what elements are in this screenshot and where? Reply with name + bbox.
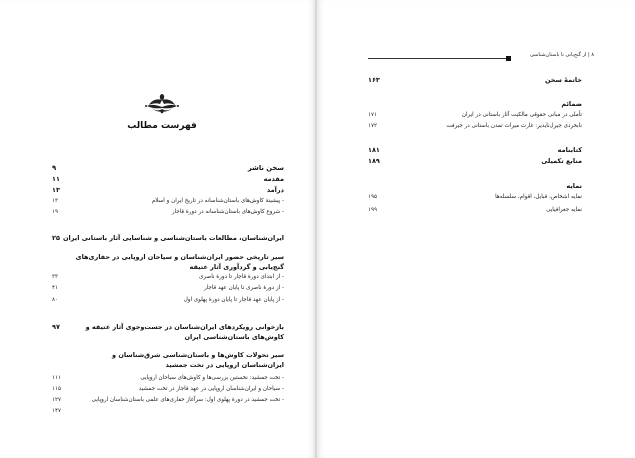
toc-entry: - از دورهٔ ناصری تا پایان عهد قاجار ۴۱ — [52, 285, 284, 291]
header-rule — [368, 58, 508, 59]
toc-entry: خاتمهٔ سخن ۱۶۳ — [368, 76, 582, 84]
toc-entry: درآمد ۱۳ — [52, 186, 284, 194]
toc-entry: منابع تکمیلی ۱۸۹ — [368, 157, 582, 165]
ornament-icon — [144, 92, 180, 114]
toc-entry: - پیشینهٔ کاوش‌های باستان‌شناسانه در تاریخ ایران و اسلام ۱۳ — [52, 198, 284, 204]
header-title: | از گنج‌یابی تا باستان‌شناسی — [529, 52, 590, 58]
toc-entry: سخن ناشر ۹ — [52, 164, 284, 172]
toc-entry: - تخت جمشید در دورهٔ پهلوی اول: سرآغاز حفاری‌های علمی باستان‌شناسان اروپایی ۱۲۷ — [52, 397, 284, 403]
right-page — [317, 0, 635, 458]
toc-entry: ایران‌شناسان، مطالعات باستان‌شناسی و شناسایی آثار باستانی ایران ۲۵ — [52, 234, 284, 242]
toc-entry: - از پایان عهد قاجار تا پایان دورهٔ پهلوی اول ۸۰ — [52, 297, 284, 303]
toc-entry: - از ابتدای دورهٔ قاجار تا دورهٔ ناصری ۳۳ — [52, 274, 284, 280]
toc-entry: - شروع کاوش‌های باستان‌شناسانه در دورهٔ قاجار ۱۹ — [52, 209, 284, 215]
running-header — [514, 52, 594, 58]
toc-entry: سیر تحولات کاوش‌ها و باستان‌شناسی شرق‌شناسان و ایران‌شناسان اروپایی در تخت جمشید — [112, 351, 284, 369]
toc-entry: نمایه اشخاص، قبایل، اقوام، سلسله‌ها ۱۹۵ — [368, 194, 582, 200]
toc-entry: ۱۴۷ — [52, 408, 62, 414]
toc-entry: مقدمه ۱۱ — [52, 175, 284, 183]
toc-entry: نمایه — [566, 182, 582, 190]
toc-entry: - سیاحان و ایران‌شناسان اروپایی در عهد قاجار در تخت جمشید ۱۱۵ — [52, 386, 284, 392]
toc-entry: بازخوانی رویکردهای ایران‌شناسان در جست‌وجوی آثار عتیقه و کاوش‌های باستان‌شناسی ایران ۹۷ — [52, 323, 284, 341]
header-dot — [506, 56, 511, 61]
toc-entry: - تخت جمشید: نخستین بررسی‌ها و کاوش‌های سیاحان اروپایی ۱۱۱ — [52, 375, 284, 381]
toc-entry: سیر تاریخی حضور ایران‌شناسان و سیاحان اروپایی در حفاری‌های گنج‌یابی و گردآوری آثار عتیقه — [75, 253, 284, 271]
page-title: فهرست مطالب — [127, 121, 197, 131]
toc-entry: نمایه جغرافیایی ۱۹۹ — [368, 207, 582, 213]
toc-entry: کتابنامه ۱۸۱ — [368, 146, 582, 154]
toc-entry: نابخردی جیرل‌نایدیر: غارت میراث تمدن باستانی در جیرفت ۱۷۲ — [368, 123, 582, 129]
left-page — [0, 0, 316, 458]
header-page-number: ۸ — [591, 52, 594, 58]
toc-entry: ضمائم — [561, 100, 582, 108]
toc-entry: تأملی در مبانی حقوقی مالکیت آثار باستانی در ایران ۱۷۱ — [368, 112, 582, 118]
